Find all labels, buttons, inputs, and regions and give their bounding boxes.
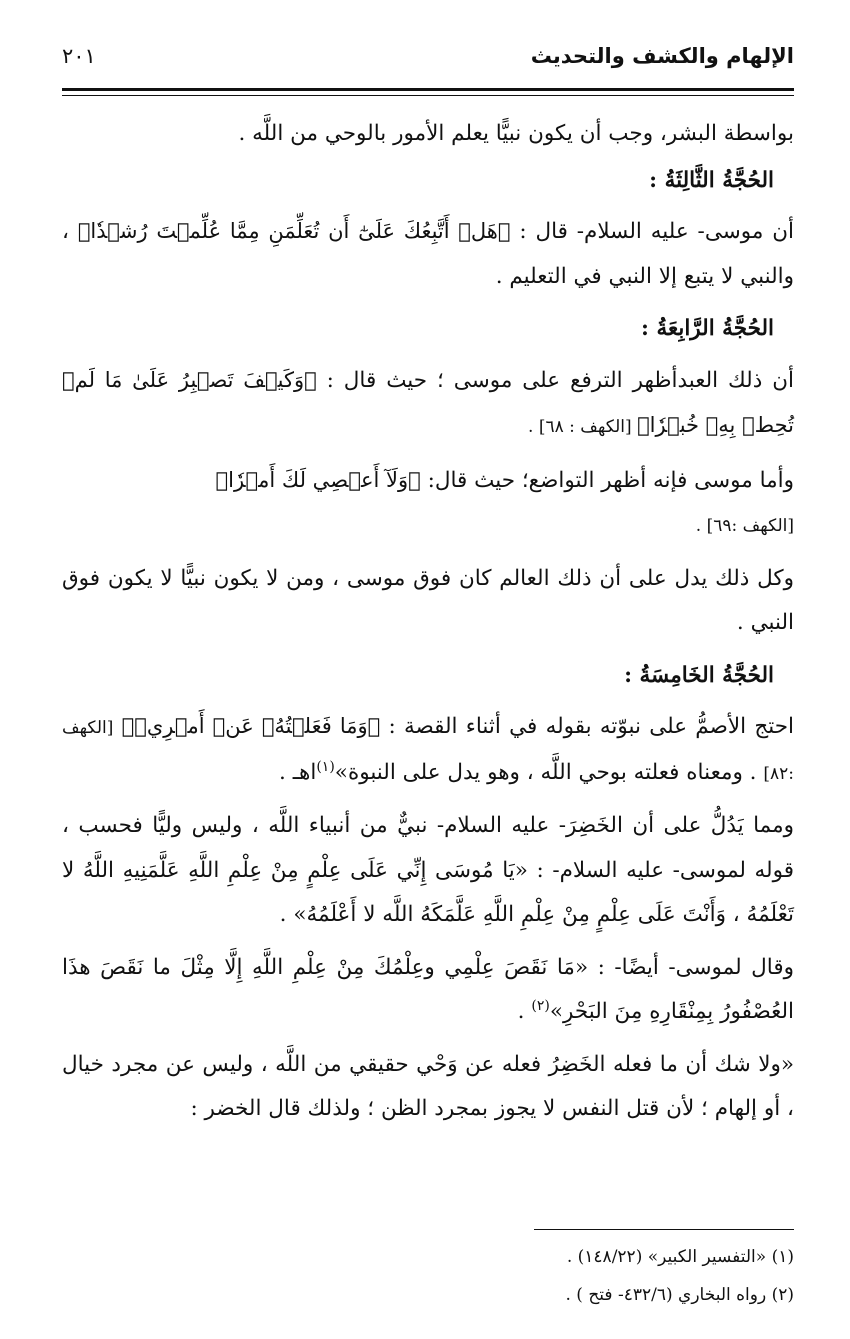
paragraph: بواسطة البشر، وجب أن يكون نبيًّا يعلم الأمور بالوحي من اللَّه .	[238, 121, 794, 146]
paragraph	[62, 946, 794, 1035]
running-title: الإلهام والكشف والتحديث	[530, 44, 794, 68]
header-rule-thick	[62, 88, 794, 91]
page-body	[62, 112, 794, 1140]
text: اهـ .	[279, 759, 317, 785]
paragraph	[62, 209, 794, 299]
paragraph: «ولا شك أن ما فعله الخَضِرُ فعله عن وَحْي حقيقي من اللَّه ، وليس عن مجرد خيال ، أو إلهام ؛ لأن قتل النفس لا يجوز بمجرد الظن ؛ ولذلك قال الخضر :	[62, 1051, 794, 1121]
text: أن ذلك العبدأظهر الترفع على موسى ؛ حيث قال :	[316, 367, 794, 393]
quran-verse: ﴿وَلَآ أَعۡصِي لَكَ أَمۡرٗا﴾	[215, 467, 421, 492]
verse-reference: [الكهف :٨٢]	[62, 718, 794, 784]
text: .	[279, 902, 294, 927]
verse-reference: [الكهف : ٦٨] .	[528, 417, 638, 437]
quran-verse: ﴿وَمَا فَعَلۡتُهُۥ عَنۡ أَمۡرِيۚ﴾	[121, 714, 381, 738]
page-number: ٢٠١	[62, 44, 96, 68]
hadith-quote: «يَا مُوسَى إِنِّي عَلَى عِلْمٍ مِنْ عِلْمِ اللَّهِ عَلَّمَنِيهِ اللَّهُ لا تَعْلَمُهُ ، وَأَنْتَ عَلَى عِلْمٍ مِنْ عِلْمِ اللَّهِ عَلَّمَكَهُ اللَّه لا أَعْلَمُهُ»	[62, 857, 794, 927]
paragraph	[62, 804, 794, 938]
text: وأما موسى فإنه أظهر التواضع؛ حيث قال:	[420, 467, 794, 493]
section-heading-third: الحُجَّةُ الثَّالِثَةُ :	[649, 167, 774, 193]
paragraph	[62, 358, 794, 450]
text: ومما يَدُلُّ على أن الخَضِرَ- عليه السلام- نبيٌّ من أنبياء اللَّه ، وليس وليًّا فحسب ، قوله لموسى- عليه السلام- :	[62, 813, 794, 883]
text: . ومعناه فعلته بوحي اللَّه ، وهو يدل على النبوة»	[334, 759, 764, 785]
footnotes	[62, 1238, 794, 1314]
text: احتج الأصمُّ على نبوّته بقوله في أثناء القصة :	[380, 714, 794, 739]
section-heading-fourth: الحُجَّةُ الرَّابِعَةُ :	[641, 316, 774, 341]
paragraph: وكل ذلك يدل على أن ذلك العالم كان فوق موسى ، ومن لا يكون نبيًّا لا يكون فوق النبي .	[62, 565, 794, 635]
section-heading-fifth: الحُجَّةُ الخَامِسَةُ :	[624, 662, 774, 688]
quran-verse: ﴿هَلۡ أَتَّبِعُكَ عَلَىٰٓ أَن تُعَلِّمَنِ مِمَّا عُلِّمۡتَ رُشۡدٗا﴾	[77, 219, 511, 243]
hadith-quote: «مَا نَقَصَ عِلْمِي وعِلْمُكَ مِنْ عِلْمِ اللَّهِ إِلَّا مِثْلَ ما نَقَصَ هذَا العُصْفُورُ بِمِنْقَارِهِ مِنَ البَحْرِ»	[62, 954, 794, 1024]
page-header	[62, 44, 794, 80]
text: .	[517, 999, 532, 1024]
footnote-separator	[534, 1229, 794, 1230]
header-rule-thin	[62, 95, 794, 96]
footnote-marker: (١)	[316, 758, 335, 775]
verse-reference: [الكهف :٦٩] .	[695, 516, 794, 536]
paragraph	[62, 704, 794, 796]
text: وقال لموسى- أيضًا- :	[588, 954, 795, 980]
text: أن موسى- عليه السلام- قال :	[510, 219, 794, 244]
quran-verse: ﴿وَكَيۡفَ تَصۡبِرُ عَلَىٰ مَا لَمۡ تُحِطۡ بِهِۦ خُبۡرٗا﴾	[62, 367, 794, 437]
text: ، والنبي لا يتبع إلا النبي في التعليم .	[62, 219, 794, 289]
footnote-2: (٢) رواه البخاري (٤٣٢/٦- فتح ) .	[565, 1285, 794, 1305]
paragraph	[62, 458, 794, 549]
footnote-1: (١) «التفسير الكبير» (١٤٨/٢٢) .	[566, 1247, 794, 1267]
footnote-marker: (٢)	[531, 997, 550, 1014]
